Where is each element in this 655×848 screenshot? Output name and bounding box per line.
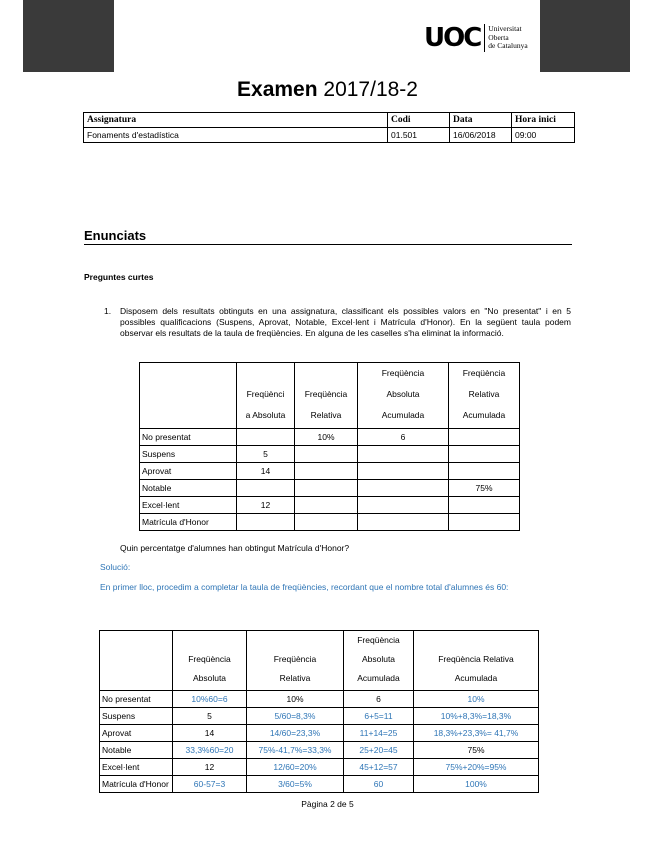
- table-header-row: [100, 631, 539, 691]
- question-number: 1.: [104, 306, 112, 316]
- header-corner-right: [540, 0, 630, 72]
- logo-line: Oberta: [488, 32, 509, 42]
- table-cell: [358, 463, 449, 480]
- table-cell: [449, 514, 520, 531]
- page-footer: Pàgina 2 de 5: [301, 799, 354, 809]
- table-cell: 14: [173, 725, 247, 742]
- table-row: [100, 776, 539, 793]
- row-label: Aprovat: [100, 725, 173, 742]
- table-cell: [295, 514, 358, 531]
- info-header-cell: Hora inici: [512, 113, 575, 128]
- table-cell: 11+14=25: [344, 725, 414, 742]
- frequency-table-question: [139, 362, 520, 531]
- page-title: [0, 78, 655, 102]
- section-heading: Enunciats: [84, 228, 147, 243]
- table-cell: 6: [358, 429, 449, 446]
- table-cell: [295, 463, 358, 480]
- table-cell: [358, 446, 449, 463]
- title-bold: Examen: [237, 78, 318, 101]
- table-row: [100, 725, 539, 742]
- table-cell: 10%: [414, 691, 539, 708]
- header-cell: [140, 363, 237, 429]
- header-cell: [414, 631, 539, 691]
- info-header-cell: Codi: [388, 113, 450, 128]
- table-row: [140, 480, 520, 497]
- table-cell: [295, 480, 358, 497]
- table-cell: 10%: [247, 691, 344, 708]
- table-row: [100, 759, 539, 776]
- table-row: [140, 463, 520, 480]
- header-line: Acumulada: [462, 410, 506, 420]
- row-label: Aprovat: [140, 463, 237, 480]
- table-cell: 14/60=23,3%: [247, 725, 344, 742]
- table-cell: [237, 429, 295, 446]
- row-label: Matrícula d'Honor: [100, 776, 173, 793]
- header-line: Relativa: [468, 389, 500, 399]
- table-row: [140, 446, 520, 463]
- header-line: Relativa: [279, 673, 311, 683]
- table-cell: 5/60=8,3%: [247, 708, 344, 725]
- header-line: Freqüència: [357, 635, 400, 645]
- table-cell: [449, 497, 520, 514]
- info-header-cell: Data: [450, 113, 512, 128]
- header-line: Acumulada: [381, 410, 425, 420]
- table-cell: 10%60=6: [173, 691, 247, 708]
- subsection-heading: Preguntes curtes: [84, 272, 154, 282]
- logo-line: de Catalunya: [488, 41, 528, 51]
- logo-line: Universitat: [488, 24, 522, 34]
- frequency-table-solution: [99, 630, 539, 793]
- header-line: Freqüènci: [246, 389, 285, 399]
- question-1: [104, 306, 571, 339]
- header-cell: [247, 631, 344, 691]
- table-row: [100, 708, 539, 725]
- header-line: Freqüència: [188, 654, 231, 664]
- table-row: [100, 742, 539, 759]
- table-cell: [449, 463, 520, 480]
- header-cell: [344, 631, 414, 691]
- table-cell: 45+12=57: [344, 759, 414, 776]
- table-cell: [295, 446, 358, 463]
- table-cell: 5: [237, 446, 295, 463]
- row-label: Suspens: [100, 708, 173, 725]
- header-cell: [173, 631, 247, 691]
- logo-mark: UOC: [424, 23, 481, 53]
- table-cell: 60: [344, 776, 414, 793]
- header-cell: [449, 363, 520, 429]
- row-label: Suspens: [140, 446, 237, 463]
- table-cell: 100%: [414, 776, 539, 793]
- header-cell: [237, 363, 295, 429]
- table-cell: 75%: [449, 480, 520, 497]
- table-cell: 75%: [414, 742, 539, 759]
- table-header-row: [140, 363, 520, 429]
- row-label: Notable: [140, 480, 237, 497]
- uoc-logo: [424, 24, 528, 52]
- table-cell: 5: [173, 708, 247, 725]
- table-row: [100, 691, 539, 708]
- header-line: Absoluta: [192, 673, 227, 683]
- header-line: Freqüència: [381, 368, 425, 378]
- table-cell: [449, 429, 520, 446]
- table-cell: 75%-41,7%=33,3%: [247, 742, 344, 759]
- info-value-cell: 16/06/2018: [450, 128, 512, 143]
- row-label: Matrícula d'Honor: [140, 514, 237, 531]
- header-line: Freqüència: [304, 389, 348, 399]
- header-cell: [100, 631, 173, 691]
- header-line: a Absoluta: [245, 410, 286, 420]
- table-cell: [237, 480, 295, 497]
- header-line: Acumulada: [357, 673, 400, 683]
- table-cell: 6+5=11: [344, 708, 414, 725]
- header-line: Freqüència: [273, 654, 317, 664]
- header-line: Acumulada: [454, 673, 498, 683]
- table-cell: 10%: [295, 429, 358, 446]
- row-label: Excel·lent: [140, 497, 237, 514]
- table-cell: 75%+20%=95%: [414, 759, 539, 776]
- header-cell: [358, 363, 449, 429]
- table-cell: [358, 497, 449, 514]
- table-cell: 3/60=5%: [247, 776, 344, 793]
- header-corner-left: [23, 0, 114, 72]
- info-value-row: [84, 128, 575, 143]
- solution-text: En primer lloc, procedim a completar la taula de freqüències, recordant que el nombre total d'alumnes és 60:: [100, 582, 509, 592]
- table-cell: 60-57=3: [173, 776, 247, 793]
- header-line: Absoluta: [386, 389, 420, 399]
- table-cell: [449, 446, 520, 463]
- table-cell: [295, 497, 358, 514]
- question-text: Disposem dels resultats obtinguts en una assignatura, classificant els possibles valors en "No presentat" i en 5 possibles qualificacions (Suspens, Aprovat, Notable, Excel·lent i Matrícula d'Honor). En la següent taula podem observar els resultats de la taula de freqüències. En alguna de les caselles s'ha eliminat la informació.: [120, 306, 571, 338]
- table-cell: [358, 514, 449, 531]
- table-row: [140, 514, 520, 531]
- title-rest: 2017/18-2: [317, 78, 418, 101]
- table-cell: 10%+8,3%=18,3%: [414, 708, 539, 725]
- section-rule: [84, 244, 572, 245]
- logo-divider: [484, 24, 485, 52]
- row-label: No presentat: [140, 429, 237, 446]
- row-label: No presentat: [100, 691, 173, 708]
- header-line: Freqüència: [462, 368, 506, 378]
- info-header-row: [84, 113, 575, 128]
- table-cell: 12: [173, 759, 247, 776]
- row-label: Excel·lent: [100, 759, 173, 776]
- table-cell: 14: [237, 463, 295, 480]
- question-prompt: Quin percentatge d'alumnes han obtingut Matrícula d'Honor?: [120, 543, 350, 553]
- table-cell: [358, 480, 449, 497]
- table-cell: [237, 514, 295, 531]
- table-row: [140, 497, 520, 514]
- table-cell: 12: [237, 497, 295, 514]
- table-cell: 6: [344, 691, 414, 708]
- table-cell: 25+20=45: [344, 742, 414, 759]
- info-value-cell: 09:00: [512, 128, 575, 143]
- info-header-cell: Assignatura: [84, 113, 388, 128]
- solution-label: Solució:: [100, 562, 131, 572]
- header-line: Freqüència Relativa: [438, 654, 514, 664]
- table-cell: 12/60=20%: [247, 759, 344, 776]
- table-row: [140, 429, 520, 446]
- info-value-cell: 01.501: [388, 128, 450, 143]
- info-value-cell: Fonaments d'estadística: [84, 128, 388, 143]
- logo-text: [488, 25, 527, 51]
- table-cell: 18,3%+23,3%= 41,7%: [414, 725, 539, 742]
- header-line: Relativa: [310, 410, 342, 420]
- header-line: Absoluta: [361, 654, 396, 664]
- header-cell: [295, 363, 358, 429]
- row-label: Notable: [100, 742, 173, 759]
- exam-info-table: [83, 112, 575, 143]
- table-cell: 33,3%60=20: [173, 742, 247, 759]
